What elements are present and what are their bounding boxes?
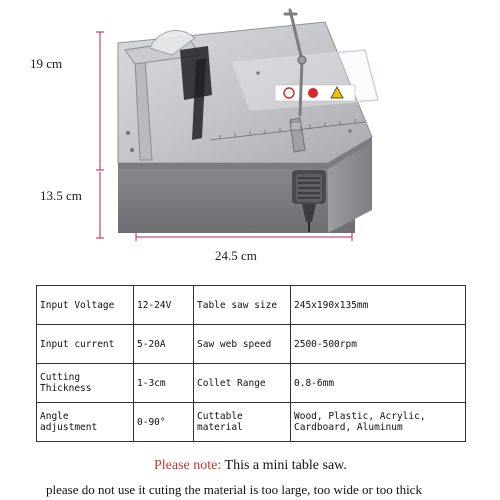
spec-label: Table saw size bbox=[194, 286, 291, 325]
note-warning: please do not use it cuting the material is too large, too wide or too thick bbox=[46, 482, 422, 497]
spec-label: Input Voltage bbox=[37, 286, 134, 325]
depth-dimension-label: 13.5 cm bbox=[40, 188, 82, 203]
arm-knob bbox=[298, 56, 306, 64]
blade-guard bbox=[180, 46, 212, 100]
table-row bbox=[37, 325, 466, 364]
spec-label: Saw web speed bbox=[194, 325, 291, 364]
fence-lock bbox=[291, 122, 301, 130]
spec-value: 12-24V bbox=[134, 286, 194, 325]
spec-value: 0-90° bbox=[134, 403, 194, 442]
spec-value: Wood, Plastic, Acrylic, Cardboard, Aluminum bbox=[291, 403, 466, 442]
spec-value: 0.8-6mm bbox=[291, 364, 466, 403]
table-row bbox=[37, 364, 466, 403]
spec-label: Collet Range bbox=[194, 364, 291, 403]
spec-table bbox=[36, 285, 466, 442]
spec-value: 245x190x135mm bbox=[291, 286, 466, 325]
table-row bbox=[37, 403, 466, 442]
height-dimension-label: 19 cm bbox=[30, 56, 63, 71]
spec-label: Angle adjustment bbox=[37, 403, 134, 442]
safety-labels bbox=[275, 85, 355, 101]
width-dimension-label: 24.5 cm bbox=[215, 248, 257, 263]
spec-value: 1-3cm bbox=[134, 364, 194, 403]
note-label: Please note: bbox=[154, 458, 222, 473]
note-line bbox=[154, 458, 347, 474]
spec-value: 2500-500rpm bbox=[291, 325, 466, 364]
spec-value: 5-20A bbox=[134, 325, 194, 364]
spec-label: Cuttable material bbox=[194, 403, 291, 442]
spec-label: Cutting Thickness bbox=[37, 364, 134, 403]
table-row bbox=[37, 286, 466, 325]
spec-label: Input current bbox=[37, 325, 134, 364]
note-text: This a mini table saw. bbox=[224, 458, 347, 473]
